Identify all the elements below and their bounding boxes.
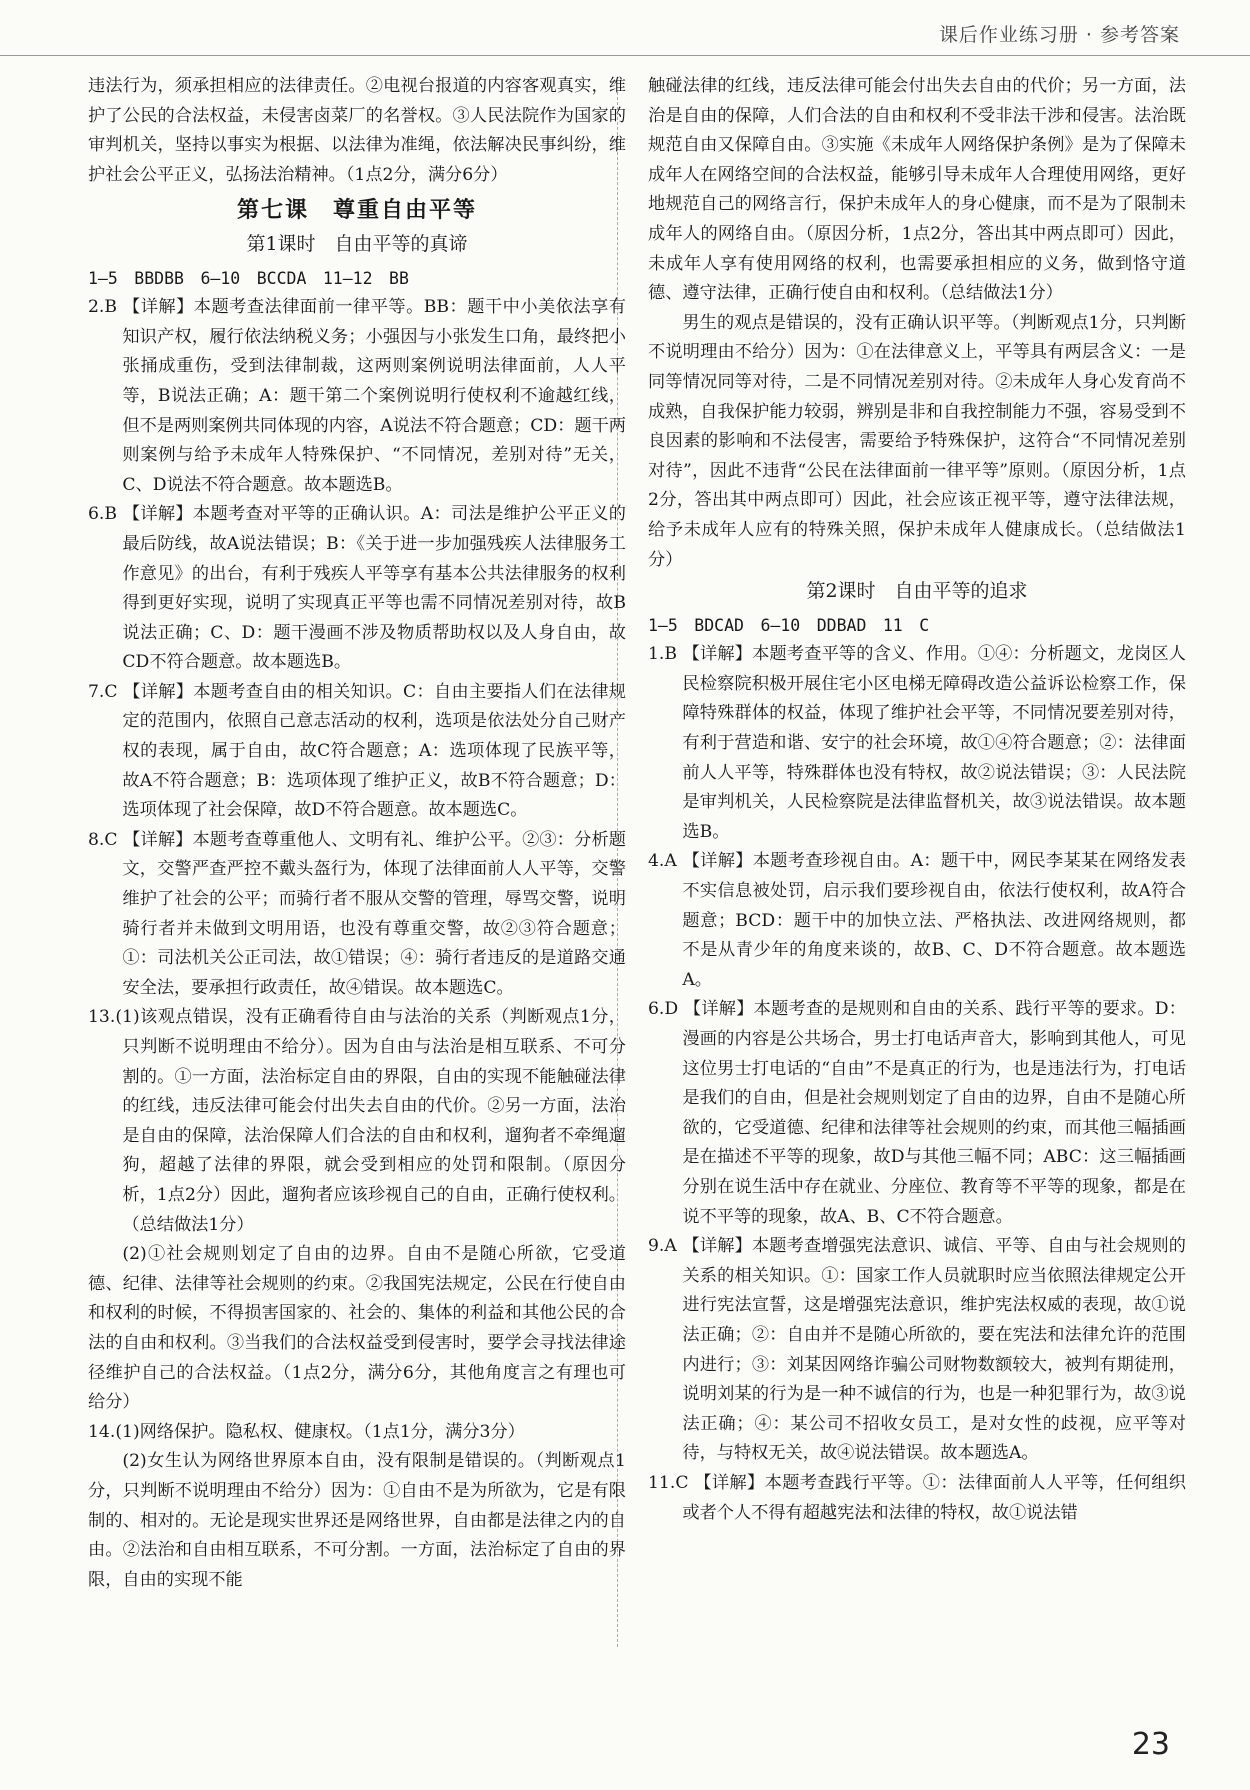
answer-q14-male-view: 男生的观点是错误的，没有正确认识平等。（判断观点1分，只判断不说明理由不给分）因为：①在法律意义上，平等具有两层含义：一是同等情况同等对待，二是不同情况差别对待。②未成年人身心发育尚不成熟，自我保护能力较弱，辨别是非和自我控制能力不强，容易受到不良因素的影响和不法侵害，需要给予特殊保护，这符合“不同情况差别对待”，因此不违背“公民在法律面前一律平等”原则。（原因分析，1点2分，答出其中两点即可）因此，社会应该正视平等，遵守法律法规，给予未成年人应有的特殊关照，保护未成年人健康成长。（总结做法1分） — [648, 312, 1186, 570]
answer-q13-part1: 13.(1)该观点错误，没有正确看待自由与法治的关系（判断观点1分，只判断不说明理由不给分）。因为自由与法治是相互联系、不可分割的。①一方面，法治标定自由的界限，自由的实现不能触碰法律的红线，违反法律可能会付出失去自由的代价。②另一方面，法治是自由的保障，法治保障人们合法的自由和权利，遛狗者不牵绳遛狗，超越了法律的界限，就会受到相应的处罚和限制。（原因分析，1点2分）因此，遛狗者应该珍视自己的自由，正确行使权利。（总结做法1分） — [88, 1007, 626, 1235]
explanation-q2: 2.B 【详解】本题考查法律面前一律平等。BB：题干中小美依法享有知识产权，履行依法纳税义务；小强因与小张发生口角，最终把小张捅成重伤，受到法律制裁，这两则案例说明法律面前，人人平等，B说法正确；A：题干第二个案例说明行使权利不逾越红线，但不是两则案例共同体现的内容，A说法不符合题意；CD：题干两则案例与给予未成年人特殊保护、“不同情况，差别对待”无关，C、D说法不符合题意。故本题选B。 — [88, 297, 626, 495]
header-rule — [0, 55, 1250, 56]
explanation-q8: 8.C 【详解】本题考查尊重他人、文明有礼、维护公平。②③：分析题文，交警严查严控不戴头盔行为，体现了法律面前人人平等，交警维护了社会的公平；而骑行者不服从交警的管理，辱骂交警，说明骑行者并未做到文明用语，也没有尊重交警，故②③符合题意；①：司法机关公正司法，故①错误；④：骑行者违反的是道路交通安全法，要承担行政责任，故④错误。故本题选C。 — [88, 829, 626, 998]
explanation-q11: 11.C 【详解】本题考查践行平等。①：法律面前人人平等，任何组织或者个人不得有超越宪法和法律的特权，故①说法错 — [648, 1472, 1186, 1523]
page-number: 23 — [1131, 1727, 1170, 1762]
explanation-q6: 6.B 【详解】本题考查对平等的正确认识。A：司法是维护公平正义的最后防线，故A说法错误；B：《关于进一步加强残疾人法律服务工作意见》的出台，有利于残疾人平等享有基本公共法律服务的权利得到更好实现，说明了实现真正平等也需不同情况差别对待，故B说法正确；C、D：题干漫画不涉及物质帮助权以及人身自由，故CD不符合题意。故本题选B。 — [88, 504, 626, 673]
answer-q14-part2: (2)女生认为网络世界原本自由，没有限制是错误的。（判断观点1分，只判断不说明理由不给分）因为：①自由不是为所欲为，它是有限制的、相对的。无论是现实世界还是网络世界，自由都是法律之内的自由。②法治和自由相互联系，不可分割。一方面，法治标定了自由的界限，自由的实现不能 — [88, 1451, 626, 1590]
explanation-q4: 4.A 【详解】本题考查珍视自由。A：题干中，网民李某某在网络发表不实信息被处罚，启示我们要珍视自由，依法行使权利，故A符合题意；BCD：题干中的加快立法、严格执法、改进网络规则，都不是从青少年的角度来谈的，故B、C、D不符合题意。故本题选A。 — [648, 851, 1186, 990]
answer-q14-part1: 14.(1)网络保护。隐私权、健康权。（1点1分，满分3分） — [88, 1421, 525, 1442]
explanation-q6b: 6.D 【详解】本题考查的是规则和自由的关系、践行平等的要求。D：漫画的内容是公共场合，男士打电话声音大，影响到其他人，可见这位男士打电话的“自由”不是真正的行为，也是违法行为，打电话是我们的自由，但是社会规则划定了自由的边界，自由不是随心所欲的，它受道德、纪律和法律等社会规则的约束，而其他三幅插画是在描述不平等的现象，故D与其他三幅不同；ABC：这三幅插画分别在说生活中存在就业、分座位、教育等不平等的现象，都是在说不平等的现象，故A、B、C不符合题意。 — [648, 999, 1186, 1227]
multiple-choice-answers: 1—5 BBDBB 6—10 BCCDA 11—12 BB — [88, 268, 409, 288]
lesson-title: 第七课 尊重自由平等 — [236, 198, 477, 224]
section-title-2: 第2课时 自由平等的追求 — [806, 580, 1028, 603]
explanation-q1: 1.B 【详解】本题考查平等的含义、作用。①④：分析题文，龙岗区人民检察院积极开展住宅小区电梯无障碍改造公益诉讼检察工作，保障特殊群体的权益，体现了维护社会平等，不同情况要差别对待，有利于营造和谐、安宁的社会环境，故①④符合题意；②：法律面前人人平等，特殊群体也没有特权，故②说法错误；③：人民法院是审判机关，人民检察院是法律监督机关，故③说法错误。故本题选B。 — [648, 644, 1186, 842]
multiple-choice-answers-2: 1—5 BDCAD 6—10 DDBAD 11 C — [648, 615, 930, 635]
explanation-q9: 9.A 【详解】本题考查增强宪法意识、诚信、平等、自由与社会规则的关系的相关知识。①：国家工作人员就职时应当依照法律规定公开进行宪法宣誓，这是增强宪法意识，维护宪法权威的表现，故①说法正确；②：自由并不是随心所欲的，要在宪法和法律允许的范围内进行；③：刘某因网络诈骗公司财物数额较大，被判有期徒刑，说明刘某的行为是一种不诚信的行为，也是一种犯罪行为，故③说法正确；④：某公司不招收女员工，是对女性的歧视，应平等对待，与特权无关，故④说法错误。故本题选A。 — [648, 1236, 1186, 1464]
continued-answer: 违法行为，须承担相应的法律责任。②电视台报道的内容客观真实，维护了公民的合法权益，未侵害卤菜厂的名誉权。③人民法院作为国家的审判机关，坚持以事实为根据、以法律为准绳，依法解决民事纠纷，维护社会公平正义，弘扬法治精神。（1点2分，满分6分） — [88, 76, 626, 185]
right-column — [648, 72, 1186, 1528]
continued-answer-q14: 触碰法律的红线，违反法律可能会付出失去自由的代价；另一方面，法治是自由的保障，人们合法的自由和权利不受非法干涉和侵害。法治既规范自由又保障自由。③实施《未成年人网络保护条例》是为了保障未成年人在网络空间的合法权益，能够引导未成年人合理使用网络，更好地规范自己的网络言行，保护未成年人的身心健康，而不是为了限制未成年人的网络自由。（原因分析，1点2分，答出其中两点即可）因此，未成年人享有使用网络的权利，也需要承担相应的义务，做到恪守道德、遵守法律，正确行使自由和权利。（总结做法1分） — [648, 76, 1186, 304]
answer-q13-part2: (2)①社会规则划定了自由的边界。自由不是随心所欲，它受道德、纪律、法律等社会规则的约束。②我国宪法规定，公民在行使自由和权利的时候，不得损害国家的、社会的、集体的利益和其他公民的合法的自由和权利。③当我们的合法权益受到侵害时，要学会寻找法律途径维护自己的合法权益。（1点2分，满分6分，其他角度言之有理也可给分） — [88, 1244, 626, 1413]
left-column — [88, 72, 626, 1595]
running-header: 课后作业练习册 · 参考答案 — [938, 24, 1180, 46]
explanation-q7: 7.C 【详解】本题考查自由的相关知识。C：自由主要指人们在法律规定的范围内，依照自己意志活动的权利，选项是依法处分自己财产权的表现，属于自由，故C符合题意；A：选项体现了民族平等，故A不符合题意；B：选项体现了维护正义，故B不符合题意；D：选项体现了社会保障，故D不符合题意。故本题选C。 — [88, 681, 626, 821]
section-title: 第1课时 自由平等的真谛 — [246, 232, 468, 255]
